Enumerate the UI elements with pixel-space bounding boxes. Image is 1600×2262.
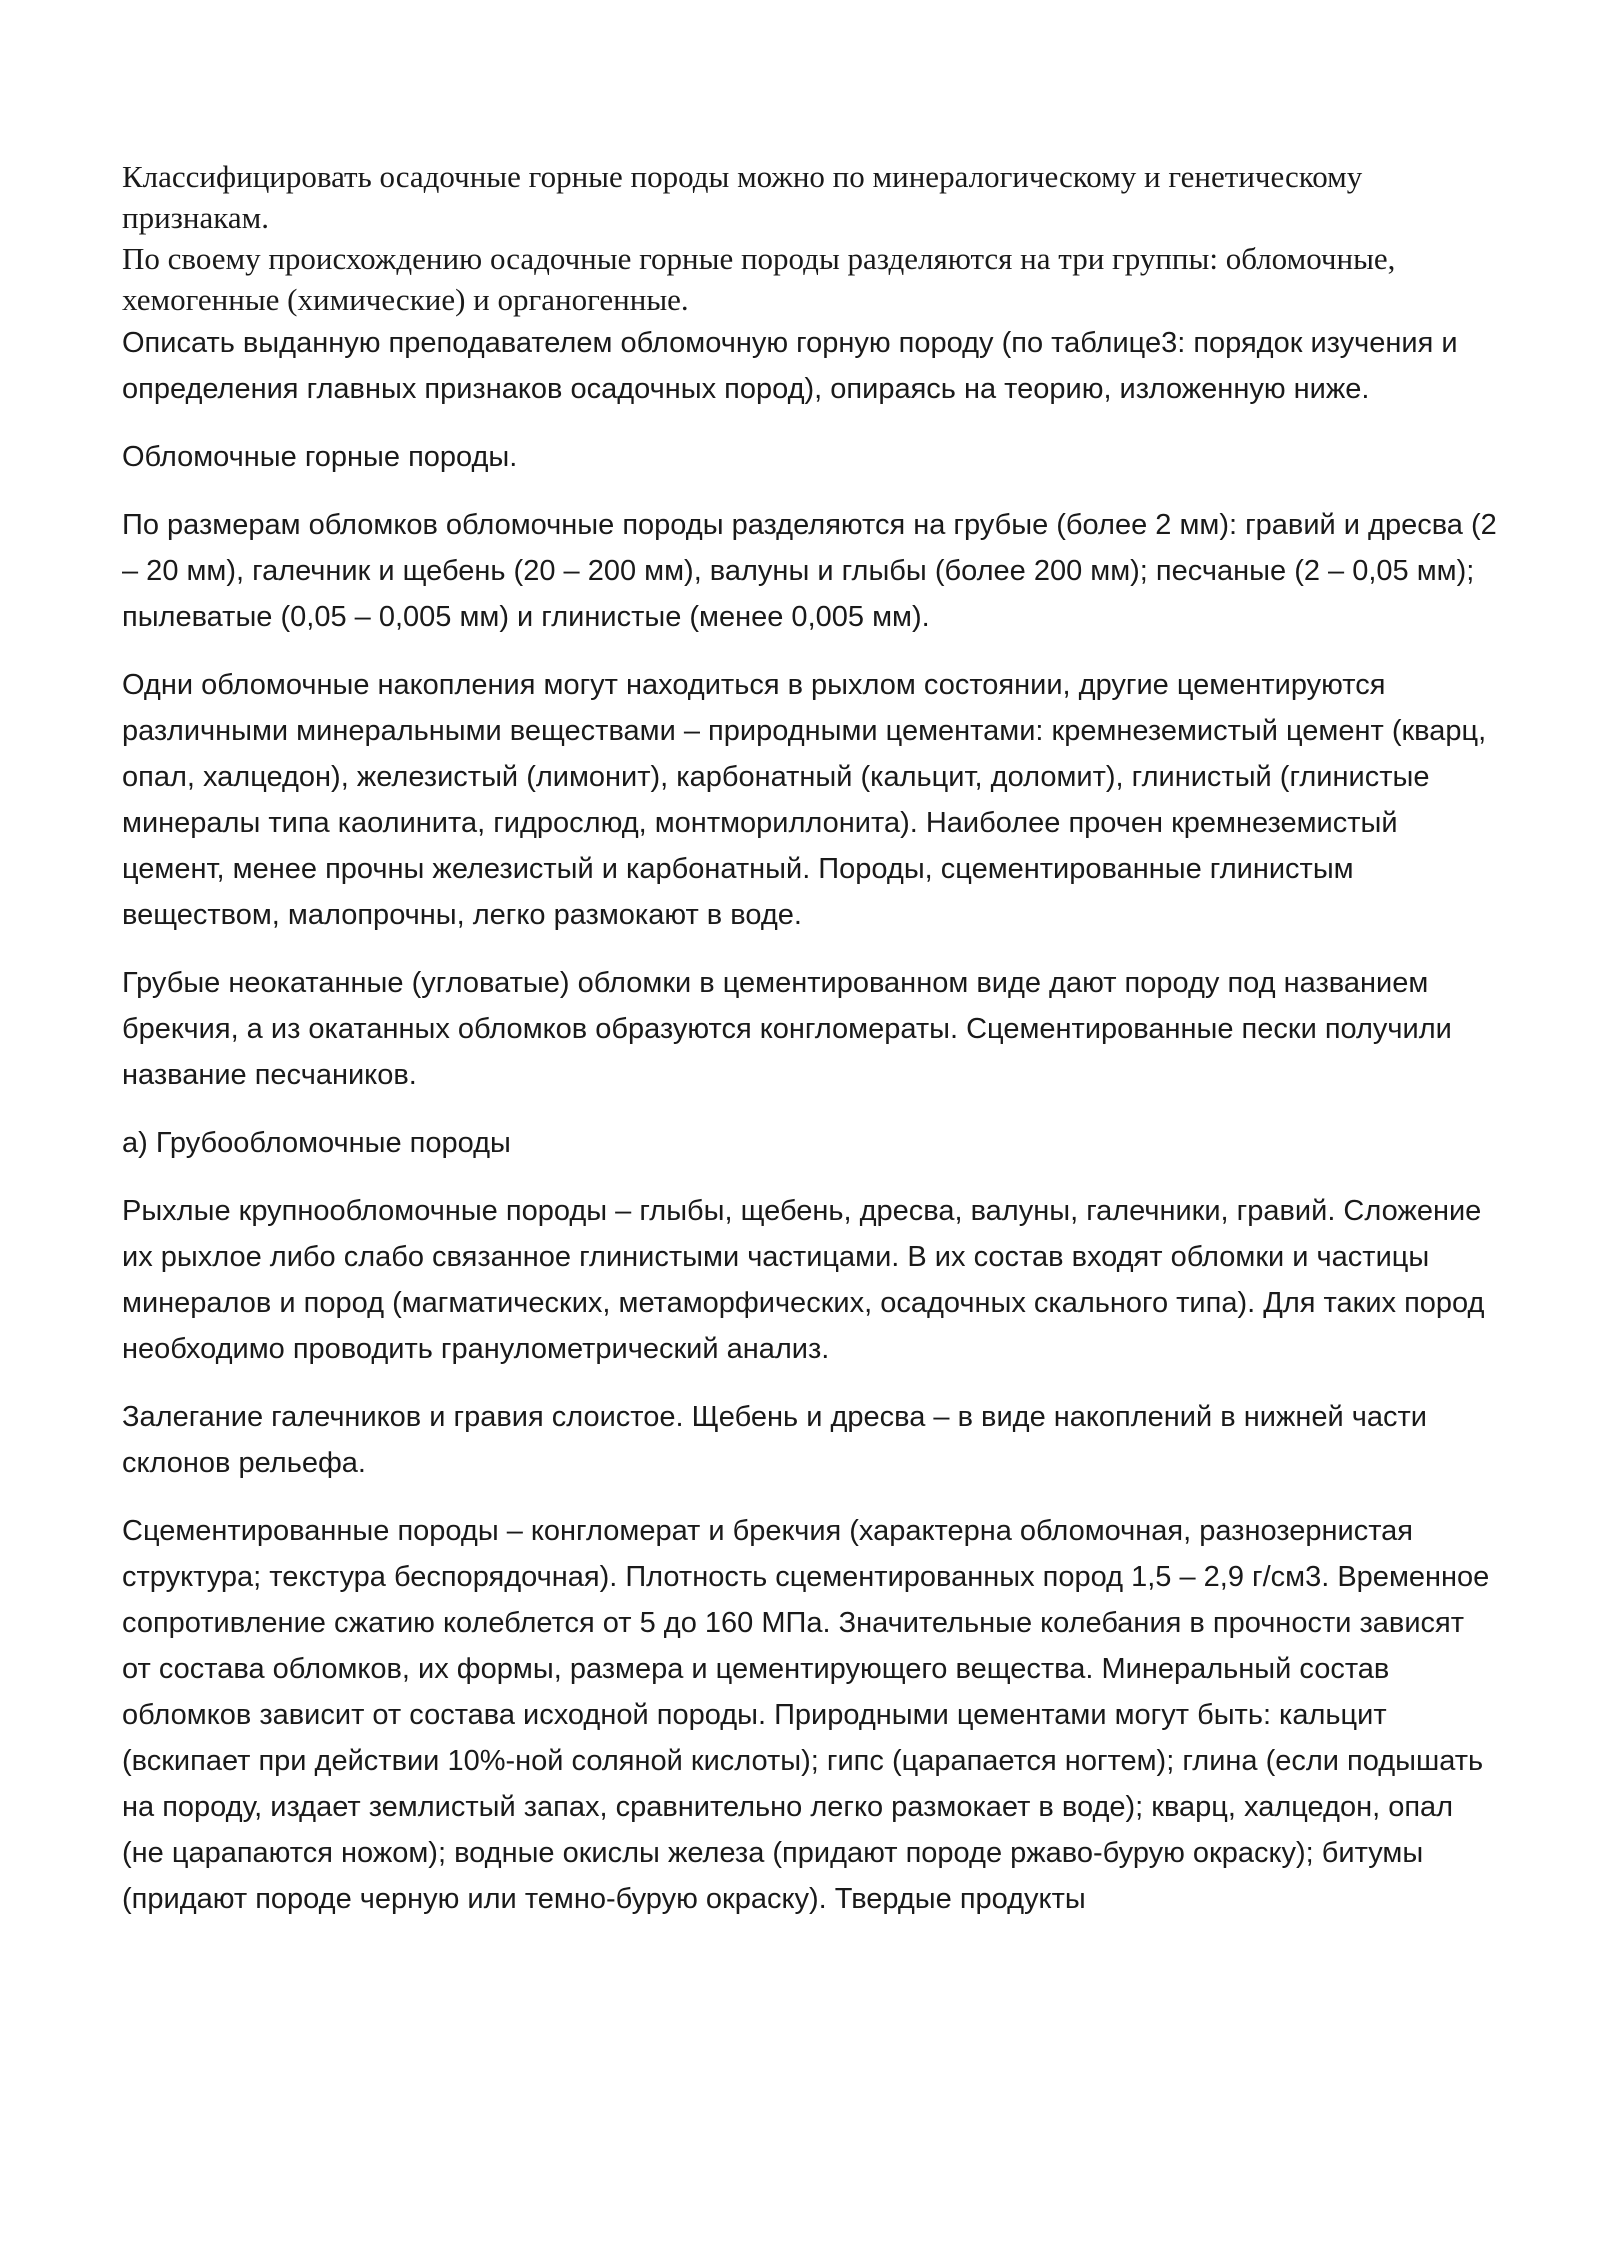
section-heading-clastic-rocks: Обломочные горные породы. — [122, 441, 518, 473]
paragraph-breccia-conglomerate: Грубые неокатанные (угловатые) обломки в цементированном виде дают породу под названием брекчия, а из окатанных обломков образуются конгломераты. Сцементированные пески получили название песчаников. — [122, 967, 1452, 1091]
paragraph-fragment-sizes: По размерам обломков обломочные породы разделяются на грубые (более 2 мм): гравий и дресва (2 – 20 мм), галечник и щебень (20 – 200 мм), валуны и глыбы (более 200 мм); песчаные (2 – 0,05 мм); пылеватые (0,05 – 0,005 мм) и глинистые (менее 0,005 мм). — [122, 509, 1497, 633]
paragraph-cemented-rocks: Сцементированные породы – конгломерат и брекчия (характерна обломочная, разнозернистая структура; текстура беспорядочная). Плотность сцементированных пород 1,5 – 2,9 г/см3. Временное сопротивление сжатию колеблется от 5 до 160 МПа. Значительные колебания в прочности зависят от состава обломков, их формы, размера и цементирующего вещества. Минеральный состав обломков зависит от состава исходной породы. Природными цементами могут быть: кальцит (вскипает при действии 10%-ной соляной кислоты); гипс (царапается ногтем); глина (если подышать на породу, издает землистый запах, сравнительно легко размокает в воде); кварц, халцедон, опал (не царапаются ножом); водные окислы железа (придают породе ржаво-бурую окраску); битумы (придают породе черную или темно-бурую окраску). Твердые продукты — [122, 1515, 1490, 1915]
subsection-heading-coarse-clastic: а) Грубообломочные породы — [122, 1127, 511, 1159]
intro-paragraph-classification: Классифицировать осадочные горные породы можно по минералогическому и генетическому признакам. — [122, 159, 1363, 235]
paragraph-loose-coarse-rocks: Рыхлые крупнообломочные породы – глыбы, щебень, дресва, валуны, галечники, гравий. Сложение их рыхлое либо слабо связанное глинистыми частицами. В их состав входят обломки и частицы минералов и пород (магматических, метаморфических, осадочных скального типа). Для таких пород необходимо проводить гранулометрический анализ. — [122, 1195, 1485, 1365]
document-body — [122, 156, 1497, 1922]
paragraph-bedding: Залегание галечников и гравия слоистое. Щебень и дресва – в виде накоплений в нижней части склонов рельефа. — [122, 1401, 1427, 1479]
paragraph-natural-cements: Одни обломочные накопления могут находиться в рыхлом состоянии, другие цементируются различными минеральными веществами – природными цементами: кремнеземистый цемент (кварц, опал, халцедон), железистый (лимонит), карбонатный (кальцит, доломит), глинистый (глинистые минералы типа каолинита, гидрослюд, монтмориллонита). Наиболее прочен кремнеземистый цемент, менее прочны железистый и карбонатный. Породы, сцементированные глинистым веществом, малопрочны, легко размокают в воде. — [122, 669, 1487, 931]
intro-paragraph-groups: По своему происхождению осадочные горные породы разделяются на три группы: обломочные, хемогенные (химические) и органогенные. — [122, 241, 1396, 317]
task-paragraph: Описать выданную преподавателем обломочную горную породу (по таблице3: порядок изучения и определения главных признаков осадочных пород), опираясь на теорию, изложенную ниже. — [122, 327, 1458, 405]
